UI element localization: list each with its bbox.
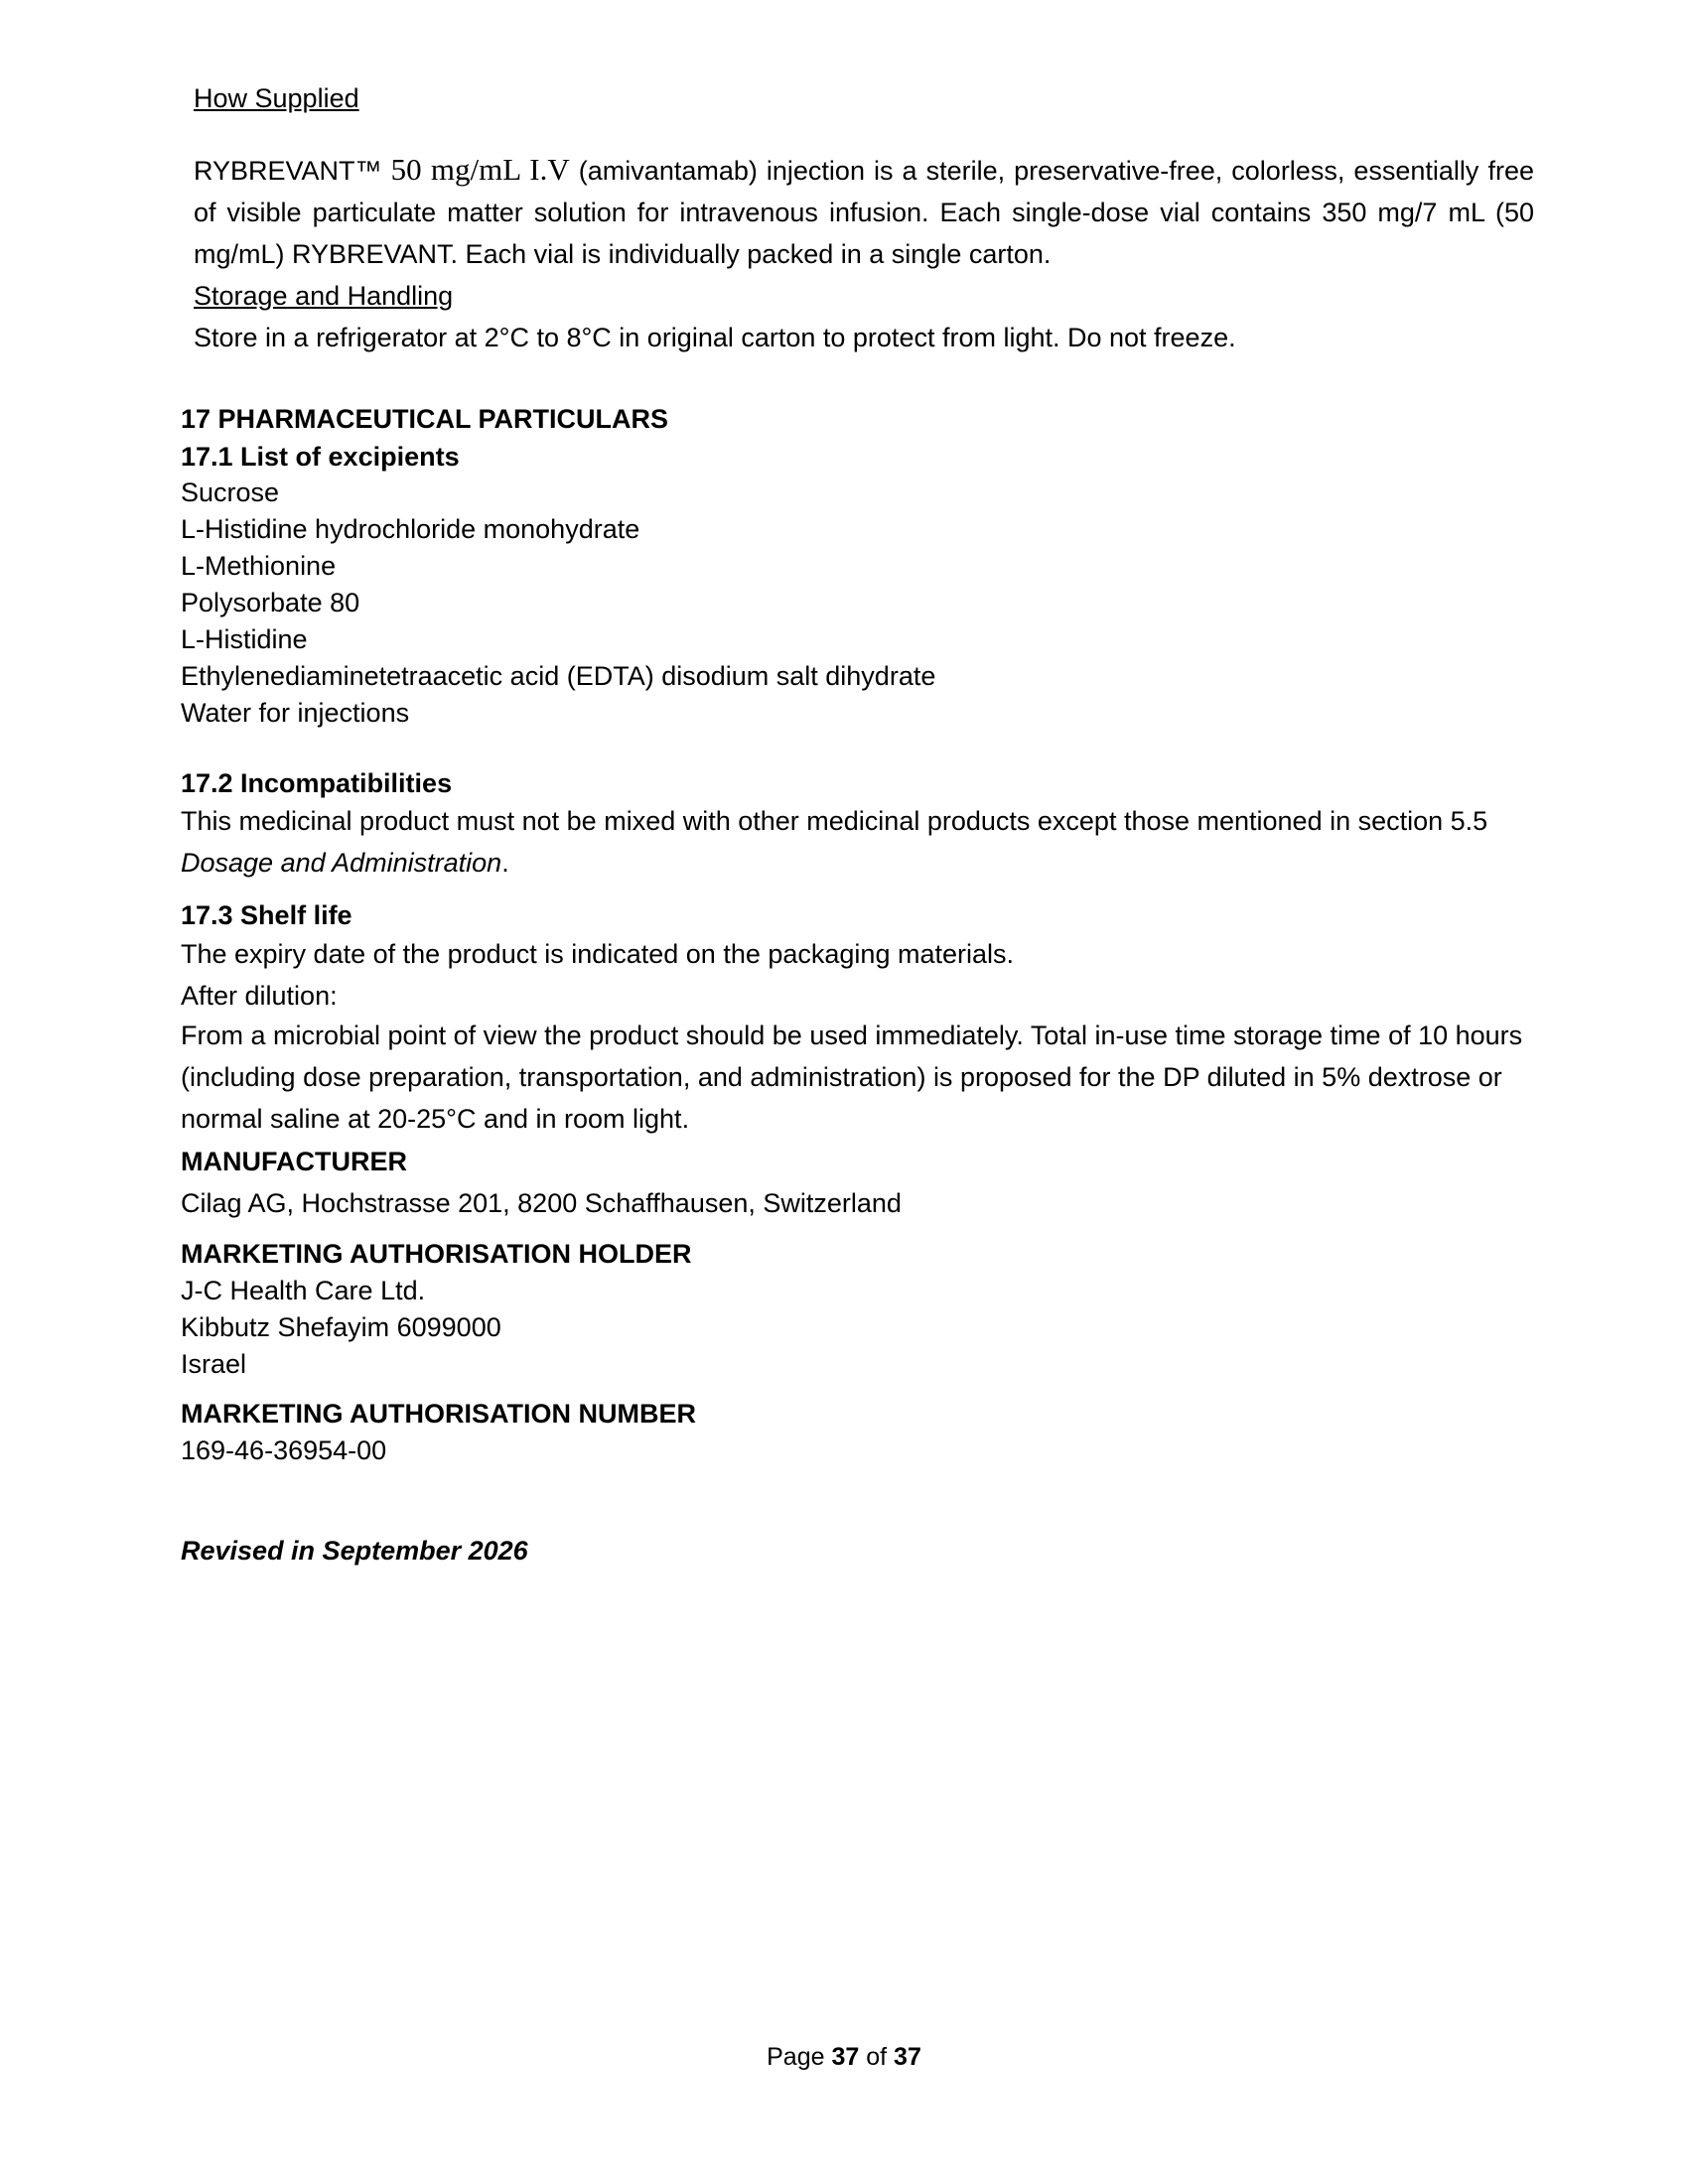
dose-text: 50 mg/mL I.V	[390, 152, 570, 187]
mah-heading: MARKETING AUTHORISATION HOLDER	[181, 1239, 692, 1269]
shelf-life-line1: The expiry date of the product is indicated on the packaging materials.	[181, 939, 1014, 969]
excipient-item: L-Histidine	[181, 624, 308, 654]
man-heading: MARKETING AUTHORISATION NUMBER	[181, 1399, 696, 1429]
shelf-life-heading: 17.3 Shelf life	[181, 900, 352, 930]
shelf-life-line2: After dilution:	[181, 981, 338, 1011]
how-supplied-text: (amivantamab) injection is a sterile, preservative-free, colorless, essentially free of visible particulate matter solution for intravenous infusion. Each single-dose vial contains 350 mg/7 mL (50 mg/mL) RYBREVANT. Each vial is individually packed in a single carton.	[194, 156, 1534, 269]
excipient-item: L-Methionine	[181, 551, 337, 581]
page-word: Page	[767, 2043, 825, 2071]
excipient-item: L-Histidine hydrochloride monohydrate	[181, 514, 640, 544]
shelf-life-line3: From a microbial point of view the product should be used immediately. Total in-use time storage time of 10 hours (including dose preparation, transportation, and administration) is proposed for the DP diluted in 5% dextrose or normal saline at 20-25°C and in room light.	[181, 1021, 1523, 1134]
excipient-item: Water for injections	[181, 698, 410, 728]
revision-date: Revised in September 2026	[181, 1536, 528, 1566]
storage-heading: Storage and Handling	[194, 281, 454, 311]
incompatibilities-heading: 17.2 Incompatibilities	[181, 768, 453, 798]
manufacturer-text: Cilag AG, Hochstrasse 201, 8200 Schaffhausen, Switzerland	[181, 1188, 902, 1218]
incompatibilities-text	[181, 800, 1551, 884]
page-footer	[0, 2043, 1688, 2072]
incompatibilities-body: This medicinal product must not be mixed with other medicinal products except those mentioned in section 5.5	[181, 806, 1488, 836]
of-word: of	[866, 2043, 888, 2071]
mah-address	[181, 1273, 501, 1383]
brand-name: RYBREVANT™	[194, 156, 382, 186]
manufacturer-heading: MANUFACTURER	[181, 1147, 407, 1176]
man-number: 169-46-36954-00	[181, 1435, 387, 1465]
excipient-item: Ethylenediaminetetraacetic acid (EDTA) disodium salt dihydrate	[181, 661, 936, 691]
excipients-heading: 17.1 List of excipients	[181, 442, 460, 472]
excipient-item: Polysorbate 80	[181, 588, 360, 617]
excipients-list	[181, 475, 935, 732]
how-supplied-paragraph	[194, 149, 1534, 275]
page-total: 37	[894, 2043, 921, 2071]
section-17-heading: 17 PHARMACEUTICAL PARTICULARS	[181, 404, 669, 434]
mah-line: J-C Health Care Ltd.	[181, 1276, 426, 1305]
mah-line: Kibbutz Shefayim 6099000	[181, 1312, 501, 1342]
storage-text: Store in a refrigerator at 2°C to 8°C in original carton to protect from light. Do not freeze.	[194, 323, 1236, 352]
excipient-item: Sucrose	[181, 478, 280, 507]
page-current: 37	[831, 2043, 860, 2071]
mah-line: Israel	[181, 1349, 247, 1379]
incompatibilities-period: .	[501, 848, 509, 878]
how-supplied-heading: How Supplied	[194, 83, 359, 113]
incompatibilities-reference: Dosage and Administration	[181, 848, 502, 878]
